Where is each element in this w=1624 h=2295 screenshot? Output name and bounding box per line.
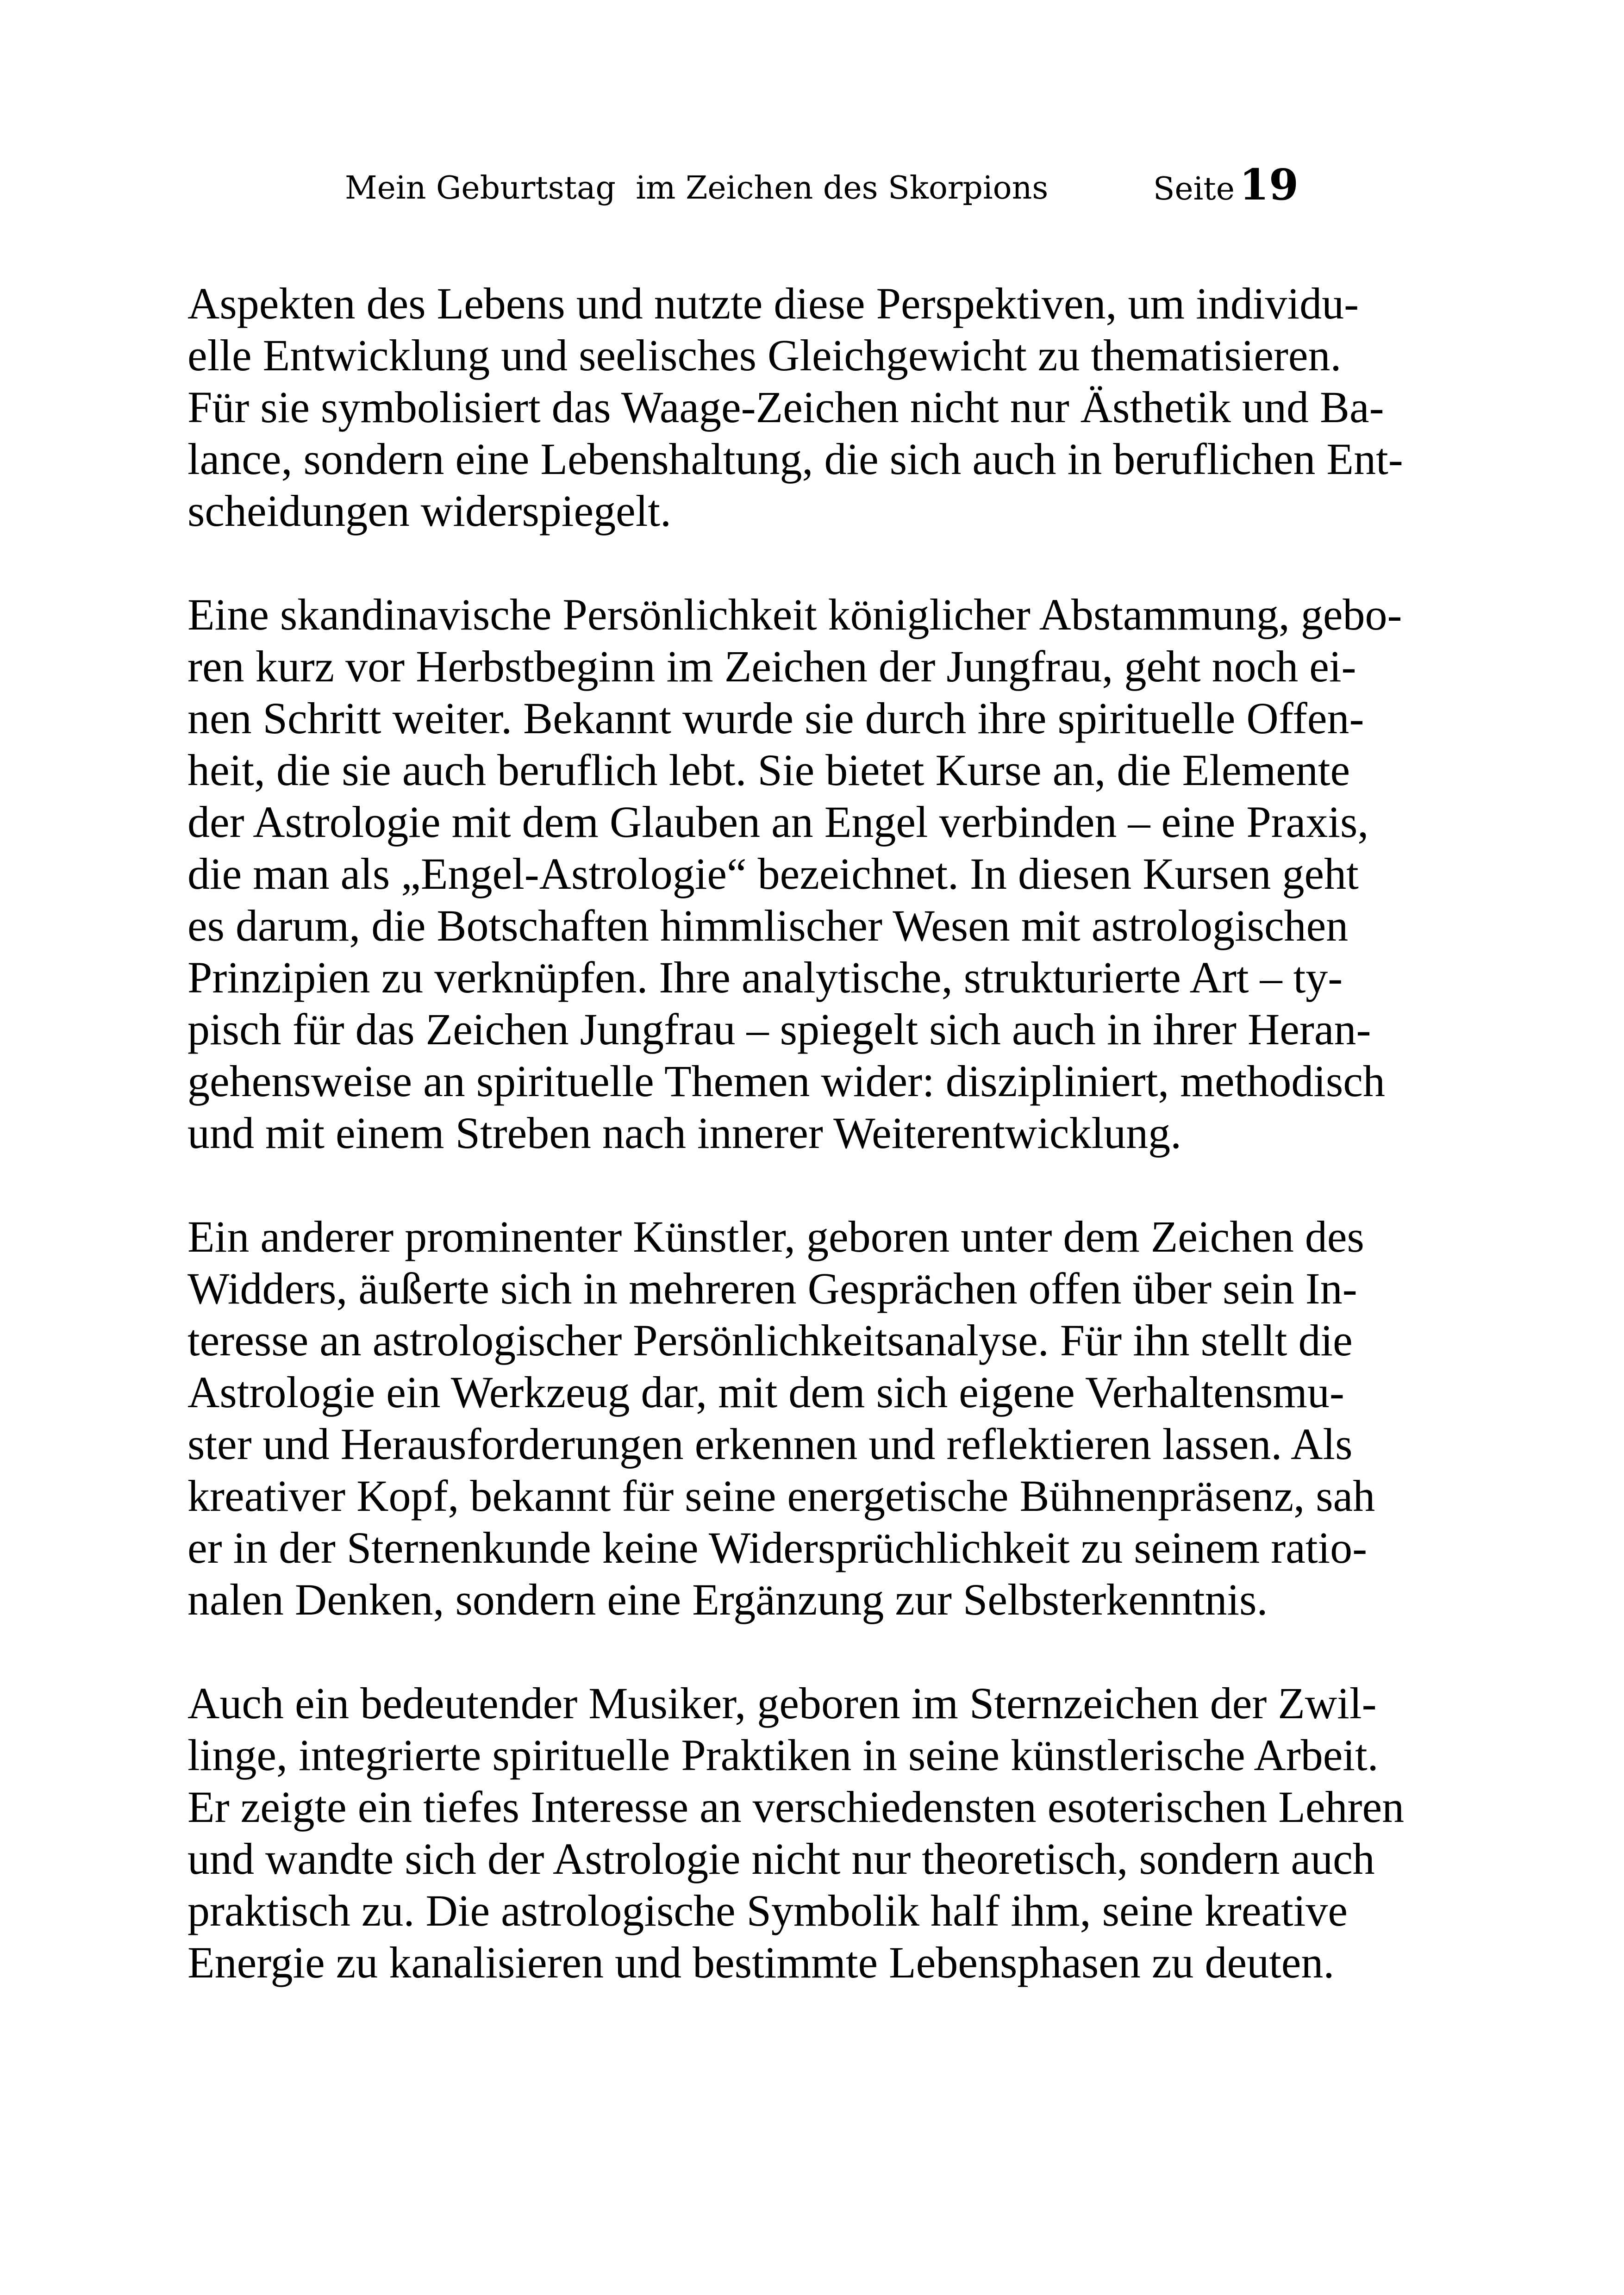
page-label: Seite <box>1153 171 1235 207</box>
text-line: ster und Herausforderungen erkennen und reflektieren lassen. Als <box>187 1419 1353 1469</box>
text-line: Widders, äußerte sich in mehreren Gesprächen offen über sein In- <box>187 1264 1357 1313</box>
text-line: Auch ein bedeutender Musiker, geboren im Sternzeichen der Zwil- <box>187 1678 1377 1728</box>
paragraph-4 <box>187 1678 1474 1989</box>
text-line: der Astrologie mit dem Glauben an Engel verbinden – eine Praxis, <box>187 797 1369 847</box>
text-line: und wandte sich der Astrologie nicht nur theoretisch, sondern auch <box>187 1834 1375 1883</box>
text-line: Ein anderer prominenter Künstler, geboren unter dem Zeichen des <box>187 1212 1364 1261</box>
text-line: linge, integrierte spirituelle Praktiken in seine künstlerische Arbeit. <box>187 1730 1379 1780</box>
text-line: teresse an astrologischer Persönlichkeitsanalyse. Für ihn stellt die <box>187 1316 1353 1365</box>
text-line: Für sie symbolisiert das Waage-Zeichen nicht nur Ästhetik und Ba- <box>187 382 1384 432</box>
text-line: die man als „Engel-Astrologie“ bezeichnet. In diesen Kursen geht <box>187 849 1359 898</box>
text-line: nen Schritt weiter. Bekannt wurde sie durch ihre spirituelle Offen- <box>187 693 1364 743</box>
text-line: gehensweise an spirituelle Themen wider: diszipliniert, methodisch <box>187 1056 1385 1106</box>
text-line: Eine skandinavische Persönlichkeit königlicher Abstammung, gebo- <box>187 590 1402 639</box>
page-indicator <box>1153 160 1299 210</box>
text-line: elle Entwicklung und seelisches Gleichgewicht zu thematisieren. <box>187 331 1342 380</box>
running-header <box>345 160 1299 211</box>
text-line: praktisch zu. Die astrologische Symbolik half ihm, seine kreative <box>187 1886 1348 1935</box>
paragraph-3 <box>187 1211 1474 1626</box>
text-line: Prinzipien zu verknüpfen. Ihre analytische, strukturierte Art – ty- <box>187 953 1343 1002</box>
text-line: pisch für das Zeichen Jungfrau – spiegelt sich auch in ihrer Heran- <box>187 1004 1371 1054</box>
paragraph-2 <box>187 589 1474 1159</box>
paragraph-1 <box>187 278 1474 537</box>
text-line: kreativer Kopf, bekannt für seine energetische Bühnenpräsenz, sah <box>187 1471 1375 1521</box>
text-line: Astrologie ein Werkzeug dar, mit dem sich eigene Verhaltensmu- <box>187 1367 1344 1417</box>
text-line: scheidungen widerspiegelt. <box>187 486 672 536</box>
text-line: er in der Sternenkunde keine Widersprüchlichkeit zu seinem ratio- <box>187 1523 1368 1572</box>
body-text <box>187 278 1474 2040</box>
text-line: nalen Denken, sondern eine Ergänzung zur Selbsterkenntnis. <box>187 1575 1268 1624</box>
text-line: Er zeigte ein tiefes Interesse an verschiedensten esoterischen Lehren <box>187 1782 1405 1832</box>
text-line: es darum, die Botschaften himmlischer Wesen mit astrologischen <box>187 901 1349 950</box>
page-number: 19 <box>1239 160 1299 210</box>
text-line: Aspekten des Lebens und nutzte diese Perspektiven, um individu- <box>187 279 1359 328</box>
text-line: Energie zu kanalisieren und bestimmte Lebensphasen zu deuten. <box>187 1938 1335 1987</box>
header-title: Mein Geburtstag im Zeichen des Skorpions <box>345 170 1049 206</box>
text-line: lance, sondern eine Lebenshaltung, die sich auch in beruflichen Ent- <box>187 434 1403 484</box>
text-line: ren kurz vor Herbstbeginn im Zeichen der Jungfrau, geht noch ei- <box>187 642 1356 691</box>
text-line: heit, die sie auch beruflich lebt. Sie bietet Kurse an, die Elemente <box>187 745 1350 795</box>
text-line: und mit einem Streben nach innerer Weiterentwicklung. <box>187 1108 1182 1158</box>
